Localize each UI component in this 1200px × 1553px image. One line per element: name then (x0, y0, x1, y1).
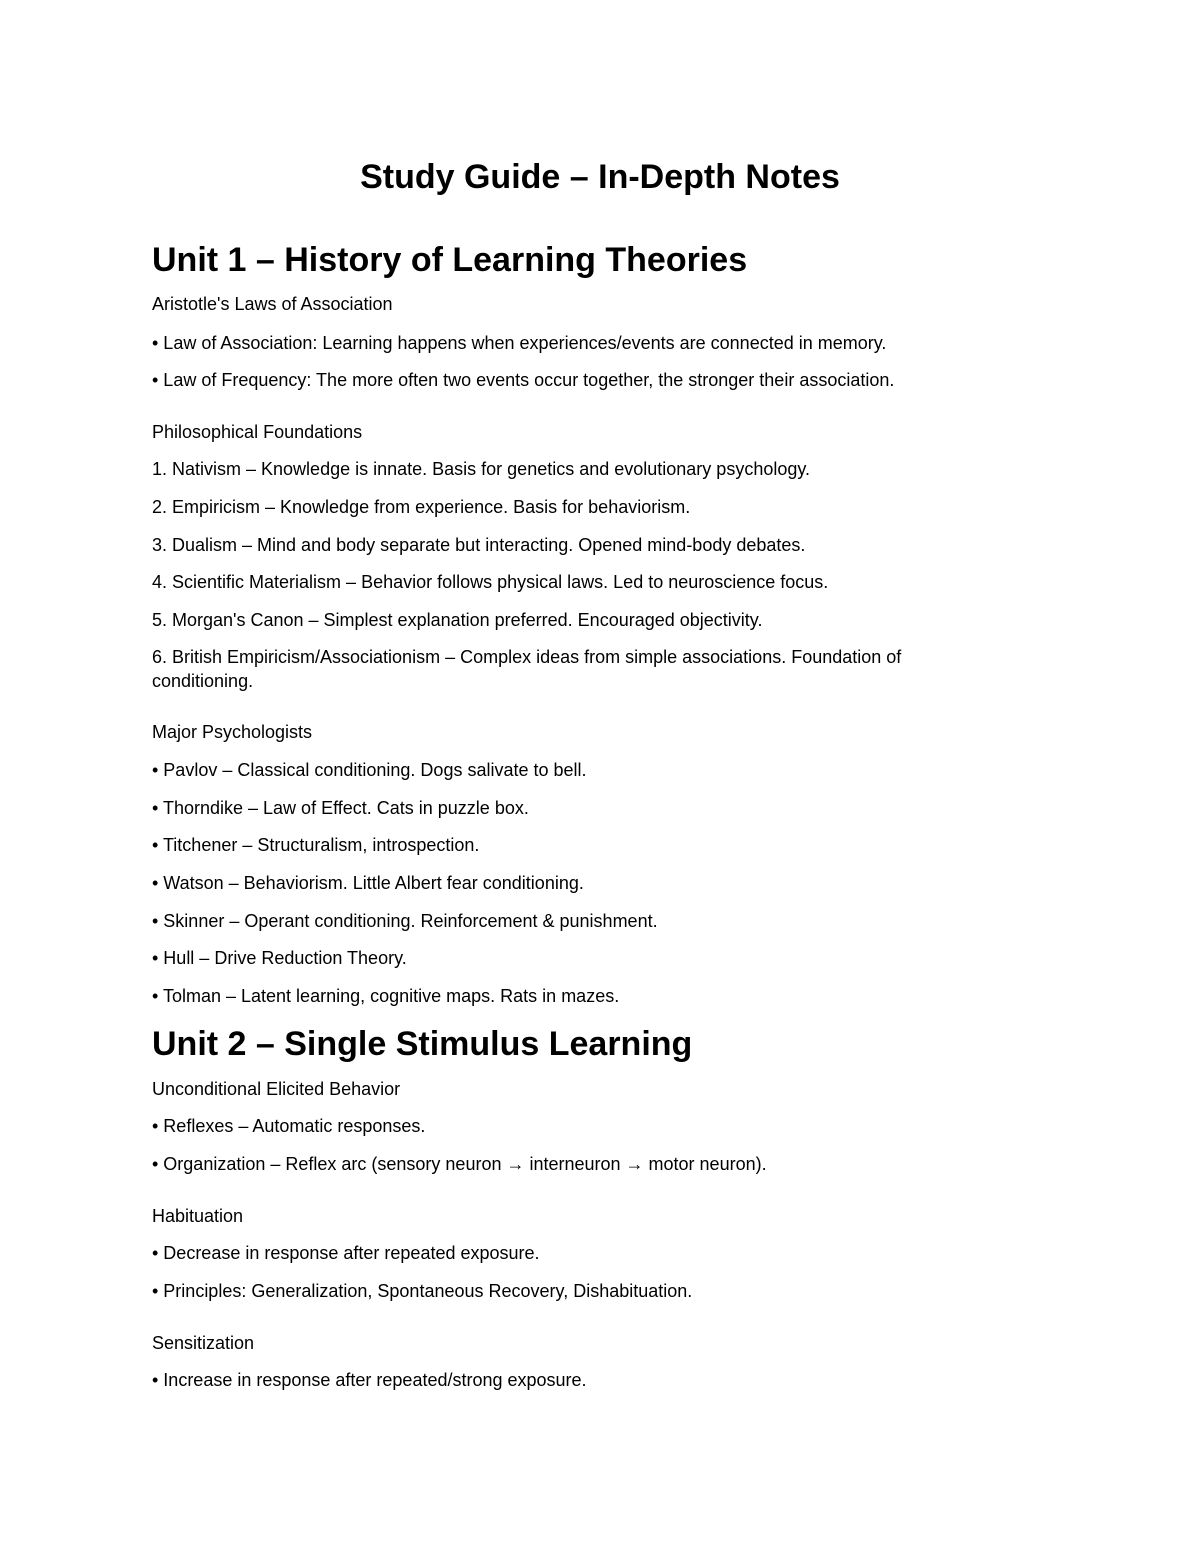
list-item: 4. Scientific Materialism – Behavior follows physical laws. Led to neuroscience focus. (152, 572, 829, 592)
list-item: 6. British Empiricism/Associationism – Complex ideas from simple associations. Foundation of conditioning. (152, 647, 902, 691)
list-item: • Pavlov – Classical conditioning. Dogs salivate to bell. (152, 760, 587, 780)
list-item: • Law of Frequency: The more often two events occur together, the stronger their association. (152, 370, 895, 390)
list-item: • Decrease in response after repeated exposure. (152, 1243, 540, 1263)
list-item: • Organization – Reflex arc (sensory neuron → interneuron → motor neuron). (152, 1154, 767, 1174)
list-item: 1. Nativism – Knowledge is innate. Basis for genetics and evolutionary psychology. (152, 459, 811, 479)
list-item: • Skinner – Operant conditioning. Reinforcement & punishment. (152, 911, 658, 931)
list-item: • Titchener – Structuralism, introspection. (152, 835, 480, 855)
list-item: • Principles: Generalization, Spontaneous Recovery, Dishabituation. (152, 1281, 693, 1301)
list-item: • Watson – Behaviorism. Little Albert fear conditioning. (152, 873, 584, 893)
list-item: 3. Dualism – Mind and body separate but interacting. Opened mind-body debates. (152, 535, 806, 555)
section-label-unconditional: Unconditional Elicited Behavior (152, 1079, 401, 1099)
section-label-habituation: Habituation (152, 1206, 244, 1226)
document-title: Study Guide – In-Depth Notes (360, 158, 840, 196)
list-item: • Tolman – Latent learning, cognitive maps. Rats in mazes. (152, 986, 620, 1006)
section-label-psychologists: Major Psychologists (152, 722, 313, 742)
unit-1-heading: Unit 1 – History of Learning Theories (152, 241, 748, 279)
unit-2-heading: Unit 2 – Single Stimulus Learning (152, 1025, 693, 1063)
section-label-laws: Aristotle's Laws of Association (152, 294, 393, 314)
list-item: • Increase in response after repeated/strong exposure. (152, 1370, 587, 1390)
section-label-sensitization: Sensitization (152, 1333, 255, 1353)
list-item: • Reflexes – Automatic responses. (152, 1116, 426, 1136)
section-label-foundations: Philosophical Foundations (152, 422, 363, 442)
list-item: 2. Empiricism – Knowledge from experience. Basis for behaviorism. (152, 497, 691, 517)
list-item: • Hull – Drive Reduction Theory. (152, 948, 407, 968)
list-item: • Law of Association: Learning happens when experiences/events are connected in memory. (152, 333, 887, 353)
list-item: 5. Morgan's Canon – Simplest explanation preferred. Encouraged objectivity. (152, 610, 763, 630)
list-item: • Thorndike – Law of Effect. Cats in puzzle box. (152, 798, 529, 818)
